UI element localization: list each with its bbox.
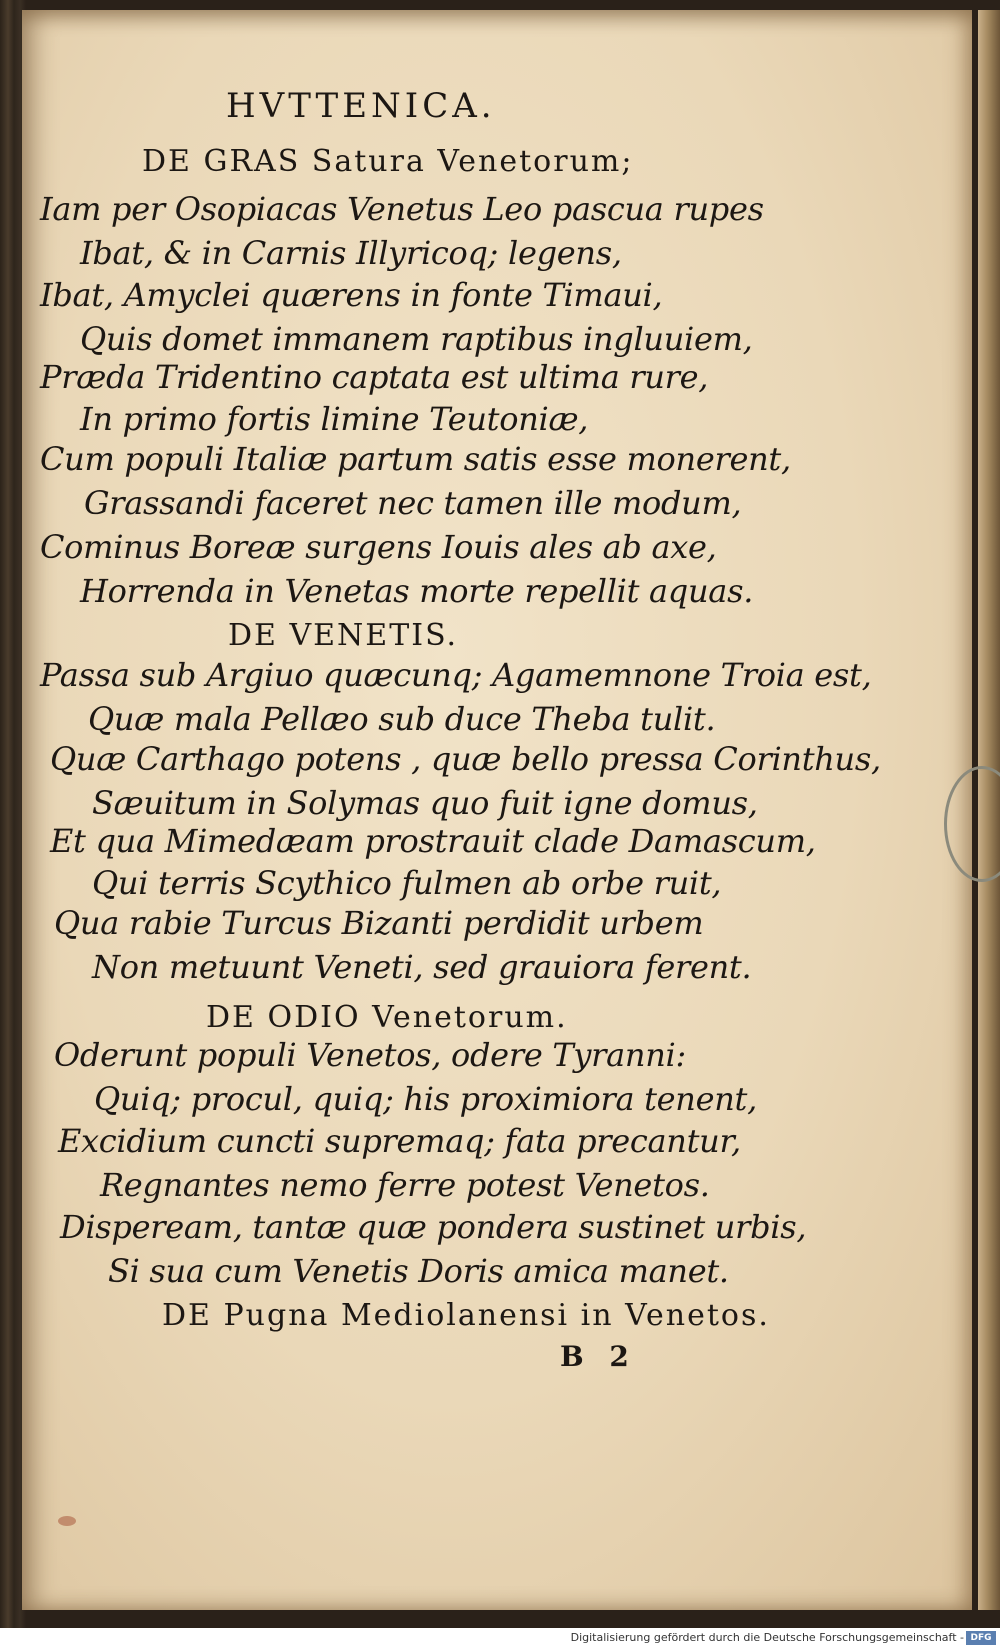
verse-line: Et qua Mimedæam prostrauit clade Damascum, <box>50 822 816 860</box>
section-heading: DE Pugna Mediolanensi in Venetos. <box>162 1298 770 1333</box>
running-head: HVTTENICA. <box>226 86 496 126</box>
verse-line: Præda Tridentino captata est ultima rure, <box>40 358 709 396</box>
verse-line: Si sua cum Venetis Doris amica manet. <box>108 1252 729 1290</box>
verse-line: Ibat, Amyclei quærens in fonte Timaui, <box>40 276 663 314</box>
verse-line: Ibat, & in Carnis Illyricoq; legens, <box>80 234 622 272</box>
verse-line: Regnantes nemo ferre potest Venetos. <box>100 1166 710 1204</box>
verse-line: Horrenda in Venetas morte repellit aquas. <box>80 572 754 610</box>
verse-line: Sæuitum in Solymas quo fuit igne domus, <box>92 784 758 822</box>
verse-line: Quis domet immanem raptibus ingluuiem, <box>80 320 753 358</box>
verse-line: Cominus Boreæ surgens Iouis ales ab axe, <box>40 528 717 566</box>
verse-line: Qui terris Scythico fulmen ab orbe ruit, <box>92 864 722 902</box>
section-heading: DE GRAS Satura Venetorum; <box>142 144 634 179</box>
ink-stain <box>58 1516 76 1526</box>
verse-line: In primo fortis limine Teutoniæ, <box>80 400 589 438</box>
dfg-logo: DFG <box>966 1631 996 1645</box>
verse-line: Quæ mala Pellæo sub duce Theba tulit. <box>88 700 716 738</box>
verse-line: Passa sub Argiuo quæcunq; Agamemnone Troia est, <box>40 656 872 694</box>
section-heading: DE VENETIS. <box>228 618 459 653</box>
verse-line: Quæ Carthago potens , quæ bello pressa Corinthus, <box>50 740 881 778</box>
footer-credit: Digitalisierung gefördert durch die Deutsche Forschungsgemeinschaft - <box>570 1631 964 1644</box>
section-heading: DE ODIO Venetorum. <box>206 1000 568 1035</box>
signature-mark: B 2 <box>560 1340 637 1373</box>
verse-line: Cum populi Italiæ partum satis esse monerent, <box>40 440 791 478</box>
verse-line: Grassandi faceret nec tamen ille modum, <box>84 484 742 522</box>
verse-line: Dispeream, tantæ quæ pondera sustinet urbis, <box>60 1208 807 1246</box>
verse-line: Iam per Osopiacas Venetus Leo pascua rupes <box>40 190 764 228</box>
verse-line: Qua rabie Turcus Bizanti perdidit urbem <box>54 904 704 942</box>
verse-line: Non metuunt Veneti, sed grauiora ferent. <box>92 948 752 986</box>
verse-line: Oderunt populi Venetos, odere Tyranni: <box>54 1036 686 1074</box>
verse-line: Quiq; procul, quiq; his proximiora tenent, <box>94 1080 757 1118</box>
verse-line: Excidium cuncti supremaq; fata precantur, <box>58 1122 741 1160</box>
